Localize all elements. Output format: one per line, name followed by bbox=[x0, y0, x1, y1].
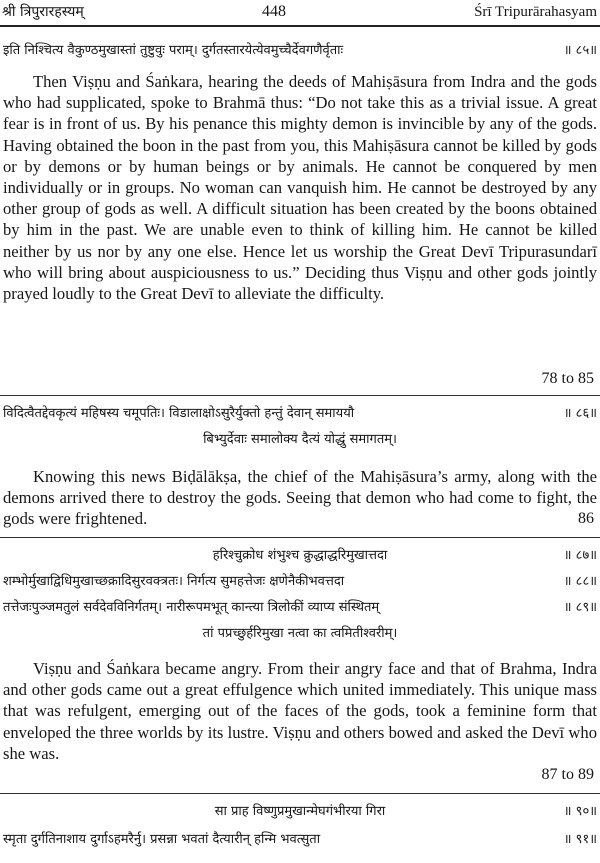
verse-90: सा प्राह विष्णुप्रमुखान्मेघगंभीरया गिरा bbox=[214, 804, 386, 819]
verse-85: इति निश्चित्य वैकुण्ठमुखास्तां तुष्टुवुः पराम्। दुर्गतस्तारयेत्येवमुच्चैर्देवगणैर्वृताः bbox=[3, 43, 344, 58]
verse-88: शम्भोर्मुखाद्विधिमुखाच्छक्रादिसुरवक्त्रतः। निर्गत्य सुमहत्तेजः क्षणेनैकीभवत्तदा bbox=[3, 574, 345, 589]
verse-number-87: ॥ ८७॥ bbox=[563, 548, 597, 563]
section-divider bbox=[0, 537, 600, 538]
verse-ref-86: 86 bbox=[578, 510, 594, 527]
verse-87: हरिश्चुक्रोध शंभुश्च क्रुद्धाद्धरिमुखात्तदा bbox=[212, 548, 388, 563]
section-divider bbox=[0, 793, 600, 794]
header-rule bbox=[0, 25, 600, 27]
verse-86: विदित्वैतद्देवकृत्यं महिषस्य चमूपतिः। विडालाक्षोऽसुरैर्युक्तो हन्तुं देवान् समाययौ bbox=[3, 406, 355, 421]
verse-86b: बिभ्युर्देवाः समालोक्य दैत्यं योद्धुं समागतम्। bbox=[203, 432, 397, 447]
verse-number-89: ॥ ८९॥ bbox=[563, 600, 597, 615]
header-left-title: श्री त्रिपुरारहस्यम् bbox=[2, 4, 84, 20]
verse-ref-87-89: 87 to 89 bbox=[541, 766, 594, 783]
verse-number-90: ॥ ९०॥ bbox=[563, 804, 597, 819]
page-header bbox=[0, 0, 600, 25]
verse-number-85: ॥ ८५॥ bbox=[563, 43, 597, 58]
translation-87-89: Viṣṇu and Śaṅkara became angry. From their angry face and that of Brahma, Indra and other gods came out a great effulgence which united immediately. This unique mass that was refulgent, emerging out of the faces of the gods, took a feminine form that enveloped the three worlds by its lustre. Viṣṇu and others bowed and asked the Devī who she was. bbox=[3, 659, 597, 763]
verse-number-91: ॥ ९१॥ bbox=[563, 832, 597, 847]
section-divider bbox=[0, 395, 600, 396]
header-right-title: Śrī Tripurārahasyam bbox=[474, 4, 597, 20]
verse-number-88: ॥ ८८॥ bbox=[563, 574, 597, 589]
verse-91: स्मृता दुर्गतिनाशाय दुर्गाऽहमरैर्नु। प्रसन्ना भवतां दैत्यारीन् हन्मि भवत्सुता bbox=[3, 832, 321, 847]
verse-number-86: ॥ ८६॥ bbox=[563, 406, 597, 421]
page-number: 448 bbox=[262, 3, 286, 20]
translation-86: Knowing this news Biḍālākṣa, the chief of the Mahiṣāsura’s army, along with the demons arrived there to destroy the gods. Seeing that demon who had come to fight, the gods were frightened. bbox=[3, 467, 597, 529]
verse-89b: तां पप्रच्छुर्हरिमुखा नत्वा का त्वमितीश्वरीम्। bbox=[202, 626, 398, 641]
verse-89: तत्तेजःपुञ्जमतुलं सर्वदेवविनिर्गतम्। नारीरूपमभूत् कान्त्या त्रिलोकीं व्याप्य संस्थितम् bbox=[3, 600, 380, 615]
translation-78-85: Then Viṣṇu and Śaṅkara, hearing the deeds of Mahiṣāsura from Indra and the gods who had supplicated, spoke to Brahmā thus: “Do not take this as a trivial issue. A great fear is in front of us. By his penance this mighty demon is invincible by any of the gods. Having obtained the boon in the past from you, this Mahiṣāsura cannot be killed by gods or by demons or by human beings or by animals. He cannot be conquered by men individually or in groups. No woman can vanquish him. He cannot be destroyed by any other group of gods as well. A difficult situation has been created by the boons obtained by him in the past. We are unable even to think of killing him. He cannot be killed neither by us nor by any one else. Hence let us worship the Great Devī Tripurasundarī who will bring about auspiciousness to us.” Deciding thus Viṣṇu and other gods jointly prayed loudly to the Great Devī to alleviate the difficulty. bbox=[3, 72, 597, 304]
verse-ref-78-85: 78 to 85 bbox=[541, 370, 594, 387]
